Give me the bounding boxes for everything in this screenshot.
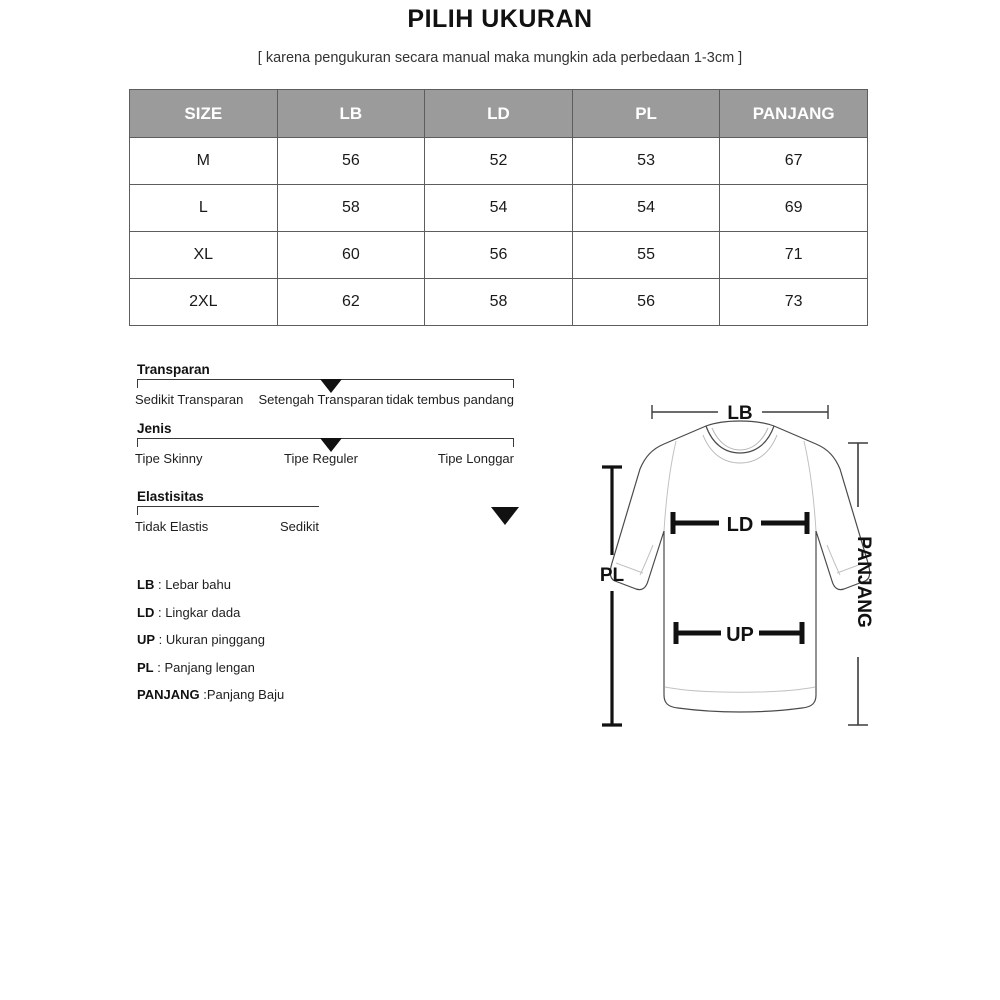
scale-title-jenis: Jenis xyxy=(137,421,172,436)
table-header-row xyxy=(130,90,868,138)
legend-abbr: LB xyxy=(137,577,155,592)
legend-text: Panjang Baju xyxy=(206,687,285,702)
cell-panjang: 71 xyxy=(720,232,868,279)
legend-abbr: PANJANG xyxy=(137,687,200,702)
table-row xyxy=(130,279,868,326)
cell-pl: 56 xyxy=(572,279,720,326)
legend-text: Panjang lengan xyxy=(164,659,255,675)
cell-pl: 55 xyxy=(572,232,720,279)
scale-labels-jenis xyxy=(128,451,514,469)
cell-size: XL xyxy=(130,232,278,279)
cell-pl: 53 xyxy=(572,138,720,185)
legend-separator: : xyxy=(155,632,166,647)
scale-label-left: Tidak Elastis xyxy=(135,519,209,534)
scale-title-elastisitas: Elastisitas xyxy=(137,489,204,504)
cell-size: L xyxy=(130,185,278,232)
cell-ld: 54 xyxy=(425,185,573,232)
cell-panjang: 73 xyxy=(720,279,868,326)
column-header-pl: PL xyxy=(572,90,720,138)
column-header-size: SIZE xyxy=(130,90,278,138)
measure-label-ld: LD xyxy=(726,514,754,536)
scale-labels-transparan xyxy=(128,392,514,410)
legend-item-up xyxy=(137,632,457,647)
scale-elastisitas xyxy=(128,489,514,539)
legend-text: Ukuran pinggang xyxy=(165,632,265,647)
legend-abbr: PL xyxy=(137,659,154,675)
scale-bar-elastisitas xyxy=(137,506,319,515)
table-row xyxy=(130,138,868,185)
shirt-measurement-diagram xyxy=(590,395,890,740)
legend-abbr: UP xyxy=(137,632,156,647)
legend-separator: : xyxy=(154,577,166,592)
legend-separator: : xyxy=(199,687,207,702)
scale-title-transparan: Transparan xyxy=(137,362,210,377)
scale-marker-transparan[interactable] xyxy=(320,379,342,393)
table-row xyxy=(130,232,868,279)
measure-label-lb: LB xyxy=(727,403,753,424)
measure-label-pl: PL xyxy=(599,565,625,586)
column-header-panjang: PANJANG xyxy=(720,90,868,138)
scale-label-mid: Setengah Transparan xyxy=(258,392,384,407)
scale-label-left: Sedikit Transparan xyxy=(135,392,244,407)
shirt-body-outline xyxy=(610,421,869,712)
cell-panjang: 67 xyxy=(720,138,868,185)
scale-transparan xyxy=(128,362,514,412)
legend-separator: : xyxy=(153,659,165,675)
legend-text: Lingkar dada xyxy=(165,604,241,620)
measure-label-panjang: PANJANG xyxy=(853,536,874,628)
cell-ld: 56 xyxy=(425,232,573,279)
table-row xyxy=(130,185,868,232)
scale-marker-elastisitas[interactable] xyxy=(491,507,519,525)
legend-item-panjang xyxy=(137,687,457,702)
legend-abbr: LD xyxy=(137,604,155,620)
cell-panjang: 69 xyxy=(720,185,868,232)
column-header-ld: LD xyxy=(425,90,573,138)
scale-jenis xyxy=(128,421,514,471)
column-header-lb: LB xyxy=(277,90,425,138)
cell-lb: 60 xyxy=(277,232,425,279)
size-chart-table xyxy=(129,89,868,326)
scale-label-right: Tipe Longgar xyxy=(437,451,514,466)
cell-lb: 58 xyxy=(277,185,425,232)
cell-size: 2XL xyxy=(130,279,278,326)
legend-item-ld xyxy=(137,605,457,620)
legend-item-lb xyxy=(137,577,457,592)
scale-label-mid: Tipe Reguler xyxy=(284,451,358,466)
cell-size: M xyxy=(130,138,278,185)
cell-ld: 58 xyxy=(425,279,573,326)
legend-text: Lebar bahu xyxy=(165,577,231,592)
legend-item-pl xyxy=(137,660,457,675)
scale-marker-jenis[interactable] xyxy=(320,438,342,452)
page-title: PILIH UKURAN xyxy=(407,5,593,33)
measurement-note: [ karena pengukuran secara manual maka mungkin ada perbedaan 1-3cm ] xyxy=(257,50,743,66)
scale-label-right: tidak tembus pandang xyxy=(386,392,514,407)
cell-lb: 56 xyxy=(277,138,425,185)
scale-label-left: Tipe Skinny xyxy=(135,451,203,466)
cell-ld: 52 xyxy=(425,138,573,185)
abbreviation-legend xyxy=(137,577,457,715)
scale-label-mid: Sedikit xyxy=(280,519,320,534)
cell-pl: 54 xyxy=(572,185,720,232)
scale-labels-elastisitas xyxy=(128,519,514,537)
legend-separator: : xyxy=(154,604,166,620)
cell-lb: 62 xyxy=(277,279,425,326)
measure-label-up: UP xyxy=(726,624,754,646)
measure-pl xyxy=(602,467,622,725)
